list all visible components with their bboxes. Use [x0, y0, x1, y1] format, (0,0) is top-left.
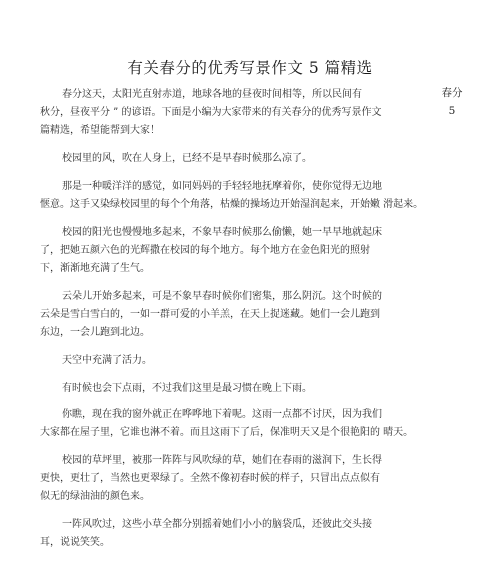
paragraph-line: 那是一种暖洋洋的感觉，如同妈妈的手轻轻地抚摩着你，使你觉得无边地 [62, 181, 382, 192]
paragraph-line: 校园的阳光也慢慢地多起来，不象早春时候那么偷懒，她一早早地就起床 [62, 227, 382, 238]
paragraph-line: 校园里的风，吹在人身上，已经不是早春时候那么凉了。 [62, 153, 312, 164]
paragraph [40, 352, 460, 370]
paragraph-line: 东边，一会儿跑到北边。 [40, 327, 150, 338]
paragraph [40, 224, 460, 278]
paragraph [40, 288, 460, 342]
paragraph-line: 有时候也会下点雨，不过我们这里是最习惯在晚上下雨。 [62, 383, 312, 394]
paragraph [40, 150, 460, 168]
paragraph [40, 86, 460, 140]
paragraph-line: 春分这天，太阳光直射赤道，地球各地的昼夜时间相等，所以民间有 [62, 89, 362, 100]
paragraph-line: 下，渐渐地充满了生气。 [40, 263, 150, 274]
paragraph [40, 452, 460, 506]
side-note-number: 5 [448, 105, 456, 117]
paragraph [40, 178, 460, 214]
paragraph-line: 一阵风吹过，这些小草全都分别摇着她们小小的脑袋瓜，还彼此交头接 [62, 519, 372, 530]
paragraph-line: 云朵是雪白雪白的，一如一群可爱的小羊羔，在天上捉迷藏。她们一会儿跑到 [40, 309, 380, 320]
paragraph-line: 似无的绿油油的颜色来。 [40, 491, 150, 502]
paragraph-line: 惬意。这手又染绿校园里的每个个角落，枯燥的操场边开始湿润起来，开始嫩 滑起来。 [40, 199, 424, 210]
paragraph-line: 更快，更壮了，当然也更翠绿了。全然不像初春时候的样子，只冒出点点似有 [40, 473, 380, 484]
paragraph-line: 了，把她五颜六色的光辉撒在校园的每个地方。每个地方在金色阳光的照射 [40, 245, 370, 256]
paragraph-line: 你瞧，现在我的窗外就正在哗哗地下着呢。这雨一点都不讨厌，因为我们 [62, 409, 382, 420]
side-note-label: 春分 [441, 87, 463, 99]
paragraph-line: 篇精选，希望能帮到大家！ [40, 125, 160, 136]
paragraph [40, 516, 460, 552]
document-title: 有关春分的优秀写景作文 5 篇精选 [127, 59, 373, 77]
paragraph-line: 大家都在屋子里，它谁也淋不着。而且这雨下了后，保准明天又是个很艳阳的 晴天。 [40, 427, 414, 438]
paragraph [40, 380, 460, 398]
paragraph-line: 天空中充满了活力。 [62, 355, 152, 366]
paragraph [40, 406, 460, 442]
paragraph-line: 云朵儿开始多起来，可是不象早春时候你们密集，那么阴沉。这个时候的 [62, 291, 382, 302]
paragraph-line: 耳，说说笑笑。 [40, 537, 110, 548]
paragraph-line: 校园的草坪里，被那一阵阵与风吹绿的草，她们在春雨的滋润下，生长得 [62, 455, 382, 466]
paragraph-line: 秋分，昼夜平分 ” 的谚语。下面是小编为大家带来的有关春分的优秀写景作文 [40, 107, 382, 118]
